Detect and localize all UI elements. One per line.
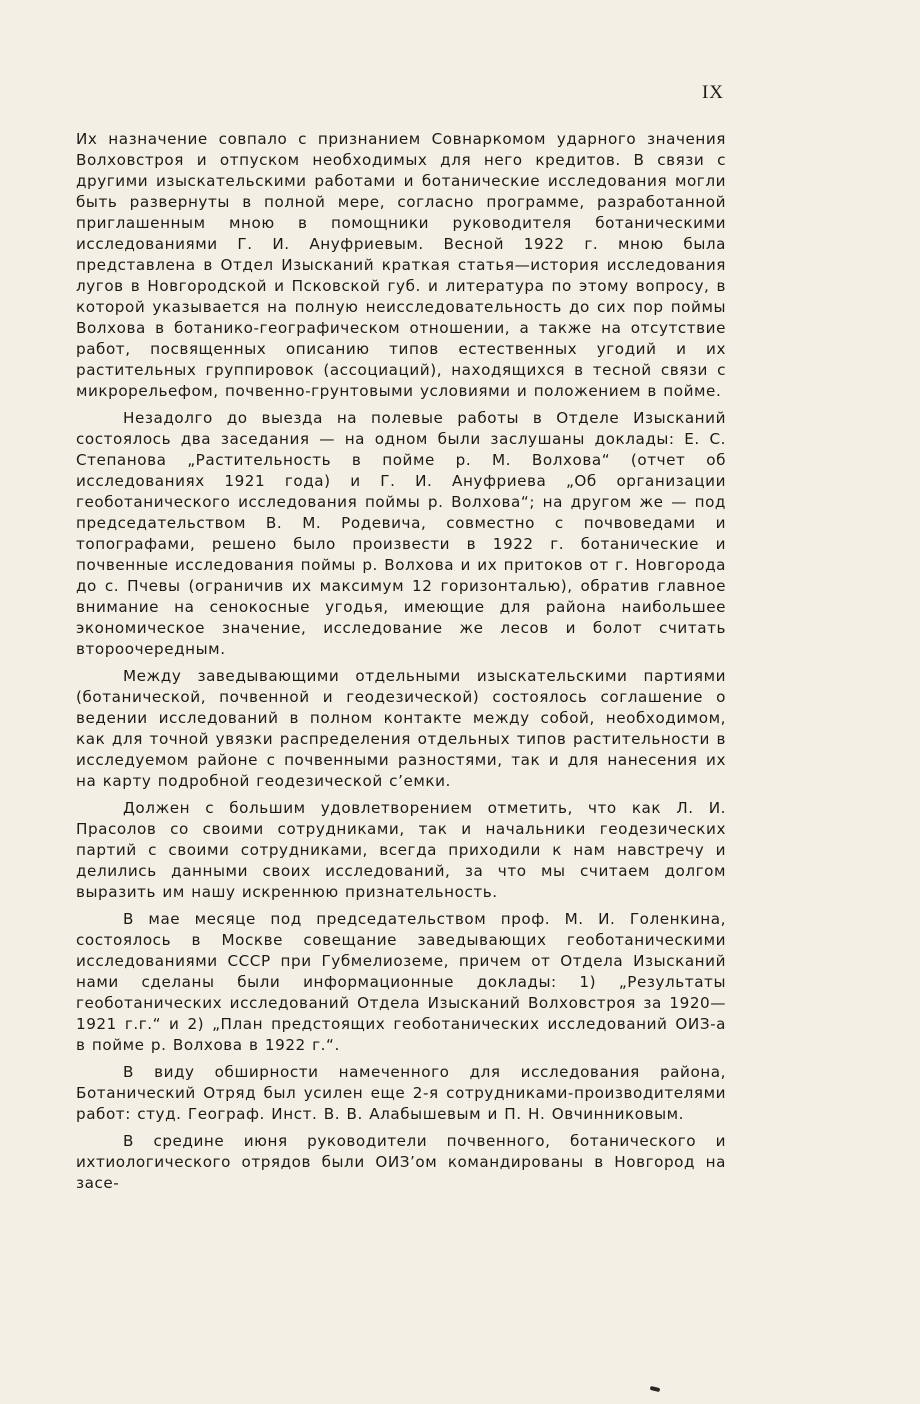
ink-speck [650, 1386, 661, 1392]
paragraph: Между заведывающими отдельными изыскательскими партиями (ботанической, почвенной и геодезической) состоялось соглашение о ведении исследований в полном контакте между собой, необходимом, как для точной увязки распределения отдельных типов растительности в исследуемом районе с почвенными разностями, так и для нанесения их на карту подробной геодезической с’емки. [76, 667, 726, 790]
paragraph: Незадолго до выезда на полевые работы в Отделе Изысканий состоялось два заседания — на одном были заслушаны доклады: Е. С. Степанова „Растительность в пойме р. М. Волхова“ (отчет об исследованиях 1921 года) и Г. И. Ануфриева „Об организации геоботанического исследования поймы р. Волхова“; на другом же — под председательством В. М. Родевича, совместно с почвоведами и топографами, решено было произвести в 1922 г. ботанические и почвенные исследования поймы р. Волхова и их притоков от г. Новгорода до с. Пчевы (ограничив их максимум 12 горизонталью), обратив главное внимание на сенокосные угодья, имеющие для района наибольшее экономическое значение, исследование же лесов и болот считать второочередным. [76, 409, 726, 658]
paragraph: В виду обширности намеченного для исследования района, Ботанический Отряд был усилен еще 2-я сотрудниками-производителями работ: студ. Географ. Инст. В. В. Алабышевым и П. Н. Овчинниковым. [76, 1063, 726, 1123]
paragraph: Должен с большим удовлетворением отметить, что как Л. И. Прасолов со своими сотрудниками, так и начальники геодезических партий с своими сотрудниками, всегда приходили к нам навстречу и делились данными своих исследований, за что мы считаем долгом выразить им нашу искреннюю признательность. [76, 799, 726, 901]
paragraph: В средине июня руководители почвенного, ботанического и ихтиологического отрядов были ОИЗ’ом командированы в Новгород на засе- [76, 1132, 726, 1192]
paragraph: В мае месяце под председательством проф. М. И. Голенкина, состоялось в Москве совещание заведывающих геоботаническими исследованиями СССР при Губмелиоземе, причем от Отдела Изысканий нами сделаны были информационные доклады: 1) „Результаты геоботанических исследований Отдела Изысканий Волховстроя за 1920—1921 г.г.“ и 2) „План предстоящих геоботанических исследований ОИЗ-а в пойме р. Волхова в 1922 г.“. [76, 910, 726, 1054]
body-text [76, 129, 726, 1200]
page-number: IX [701, 82, 724, 103]
paragraph: Их назначение совпало с признанием Совнаркомом ударного значения Волховстроя и отпуском необходимых для него кредитов. В связи с другими изыскательскими работами и ботанические исследования могли быть развернуты в полной мере, согласно программе, разработанной приглашенным мною в помощники руководителя ботаническими исследованиями Г. И. Ануфриевым. Весной 1922 г. мною была представлена в Отдел Изысканий краткая статья—история исследования лугов в Новгородской и Псковской губ. и литература по этому вопросу, в которой указывается на полную неисследовательность до сих пор поймы Волхова в ботанико-географическом отношении, а также на отсутствие работ, посвященных описанию типов естественных угодий и их растительных группировок (ассоциаций), находящихся в тесной связи с микрорельефом, почвенно-грунтовыми условиями и положением в пойме. [76, 130, 726, 400]
